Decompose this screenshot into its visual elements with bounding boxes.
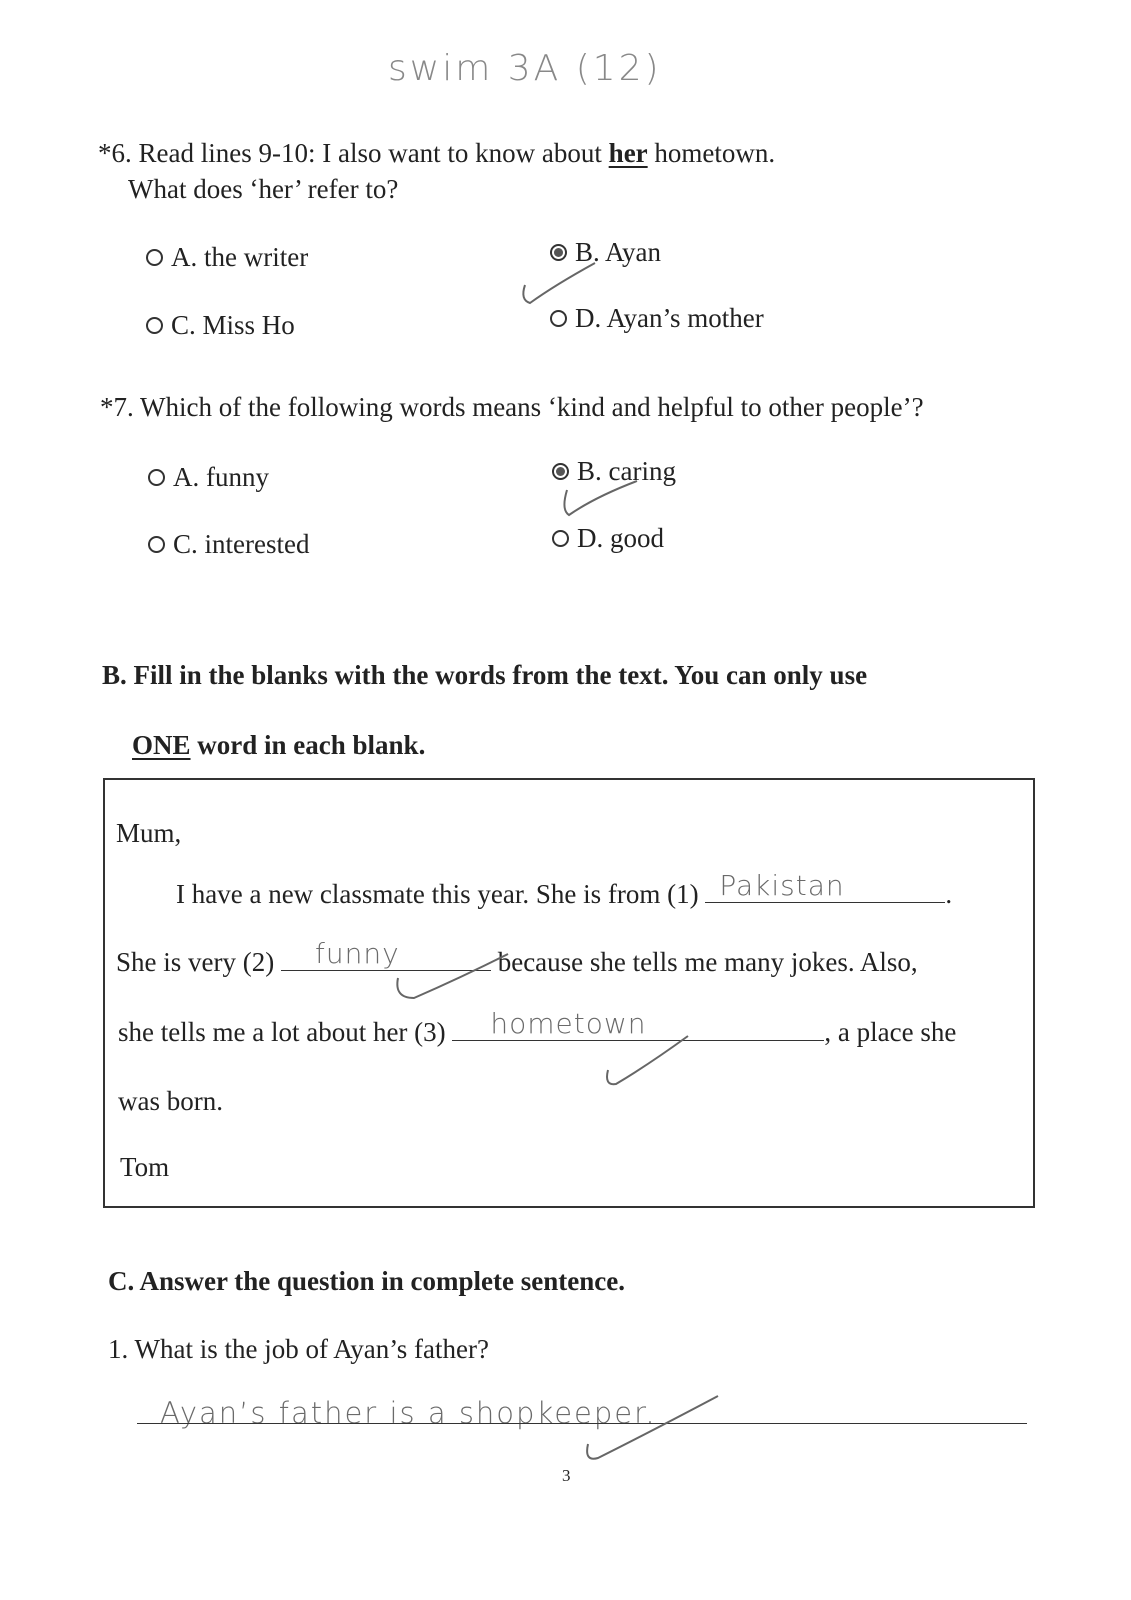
q6-text <box>98 138 775 169</box>
letter-line-4: was born. <box>118 1086 223 1116</box>
checkmark-icon <box>390 948 520 1006</box>
letter-line-3-suffix: , a place she <box>824 1017 957 1047</box>
checkmark-icon <box>555 475 645 525</box>
letter-line-3 <box>118 1007 957 1048</box>
q7-option-c[interactable] <box>148 529 309 560</box>
q6-keyword: her <box>608 138 648 168</box>
q6-suffix: hometown. <box>647 138 776 168</box>
section-c-question: 1. What is the job of Ayan’s father? <box>108 1334 489 1364</box>
section-b-one-word: ONE <box>132 730 191 760</box>
letter-line-1-text: I have a new classmate this year. She is from (1) <box>176 879 706 909</box>
letter-line-1 <box>176 869 953 910</box>
page-number: 3 <box>562 1466 571 1485</box>
q7-option-d[interactable] <box>552 523 664 554</box>
letter-greeting: Mum, <box>116 818 182 848</box>
radio-icon <box>148 536 165 553</box>
radio-icon <box>148 469 165 486</box>
checkmark-icon <box>570 1392 730 1468</box>
radio-icon <box>146 317 163 334</box>
blank-1[interactable] <box>705 869 945 903</box>
q7-option-a-label: A. funny <box>173 462 269 492</box>
section-b-heading: B. Fill in the blanks with the words from the text. You can only use <box>102 660 868 690</box>
section-c-heading: C. Answer the question in complete sentence. <box>108 1266 625 1296</box>
letter-line-2-prefix: She is very (2) <box>116 947 281 977</box>
checkmark-icon <box>515 255 605 310</box>
q6-option-a[interactable] <box>146 242 308 273</box>
radio-icon <box>550 310 567 327</box>
section-b-heading-line2 <box>132 730 425 761</box>
q6-option-d-label: D. Ayan’s mother <box>575 303 764 333</box>
checkmark-icon <box>598 1030 698 1090</box>
q6-option-a-label: A. the writer <box>171 242 309 272</box>
blank-2-answer: funny <box>314 937 400 970</box>
letter-box <box>103 778 1035 1208</box>
blank-1-answer: Pakistan <box>719 869 845 902</box>
section-c-answer[interactable]: Ayan’s father is a shopkeeper. <box>160 1396 657 1430</box>
q6-line2: What does ‘her’ refer to? <box>128 174 399 204</box>
q6-option-c[interactable] <box>146 310 295 341</box>
letter-signature: Tom <box>120 1152 170 1182</box>
q7-text: *7. Which of the following words means ‘kind and helpful to other people’? <box>100 392 924 422</box>
q6-option-b-label: B. Ayan <box>575 237 662 267</box>
q6-prefix: *6. Read lines 9-10: I also want to know about <box>98 138 609 168</box>
letter-line-1-end: . <box>945 879 953 909</box>
radio-icon <box>146 249 163 266</box>
q7-option-a[interactable] <box>148 462 269 493</box>
radio-icon <box>552 530 569 547</box>
q7-option-c-label: C. interested <box>173 529 310 559</box>
handwritten-header-note: swim 3A (12) <box>388 48 662 89</box>
q6-option-c-label: C. Miss Ho <box>171 310 295 340</box>
blank-3-answer: hometown <box>490 1007 647 1040</box>
q7-option-b-label: B. caring <box>577 456 676 486</box>
letter-line-2-suffix: because she tells me many jokes. Also, <box>490 947 918 977</box>
section-b-line2-rest: word in each blank. <box>190 730 426 760</box>
letter-line-3-prefix: she tells me a lot about her (3) <box>118 1017 453 1047</box>
q7-option-d-label: D. good <box>577 523 664 553</box>
